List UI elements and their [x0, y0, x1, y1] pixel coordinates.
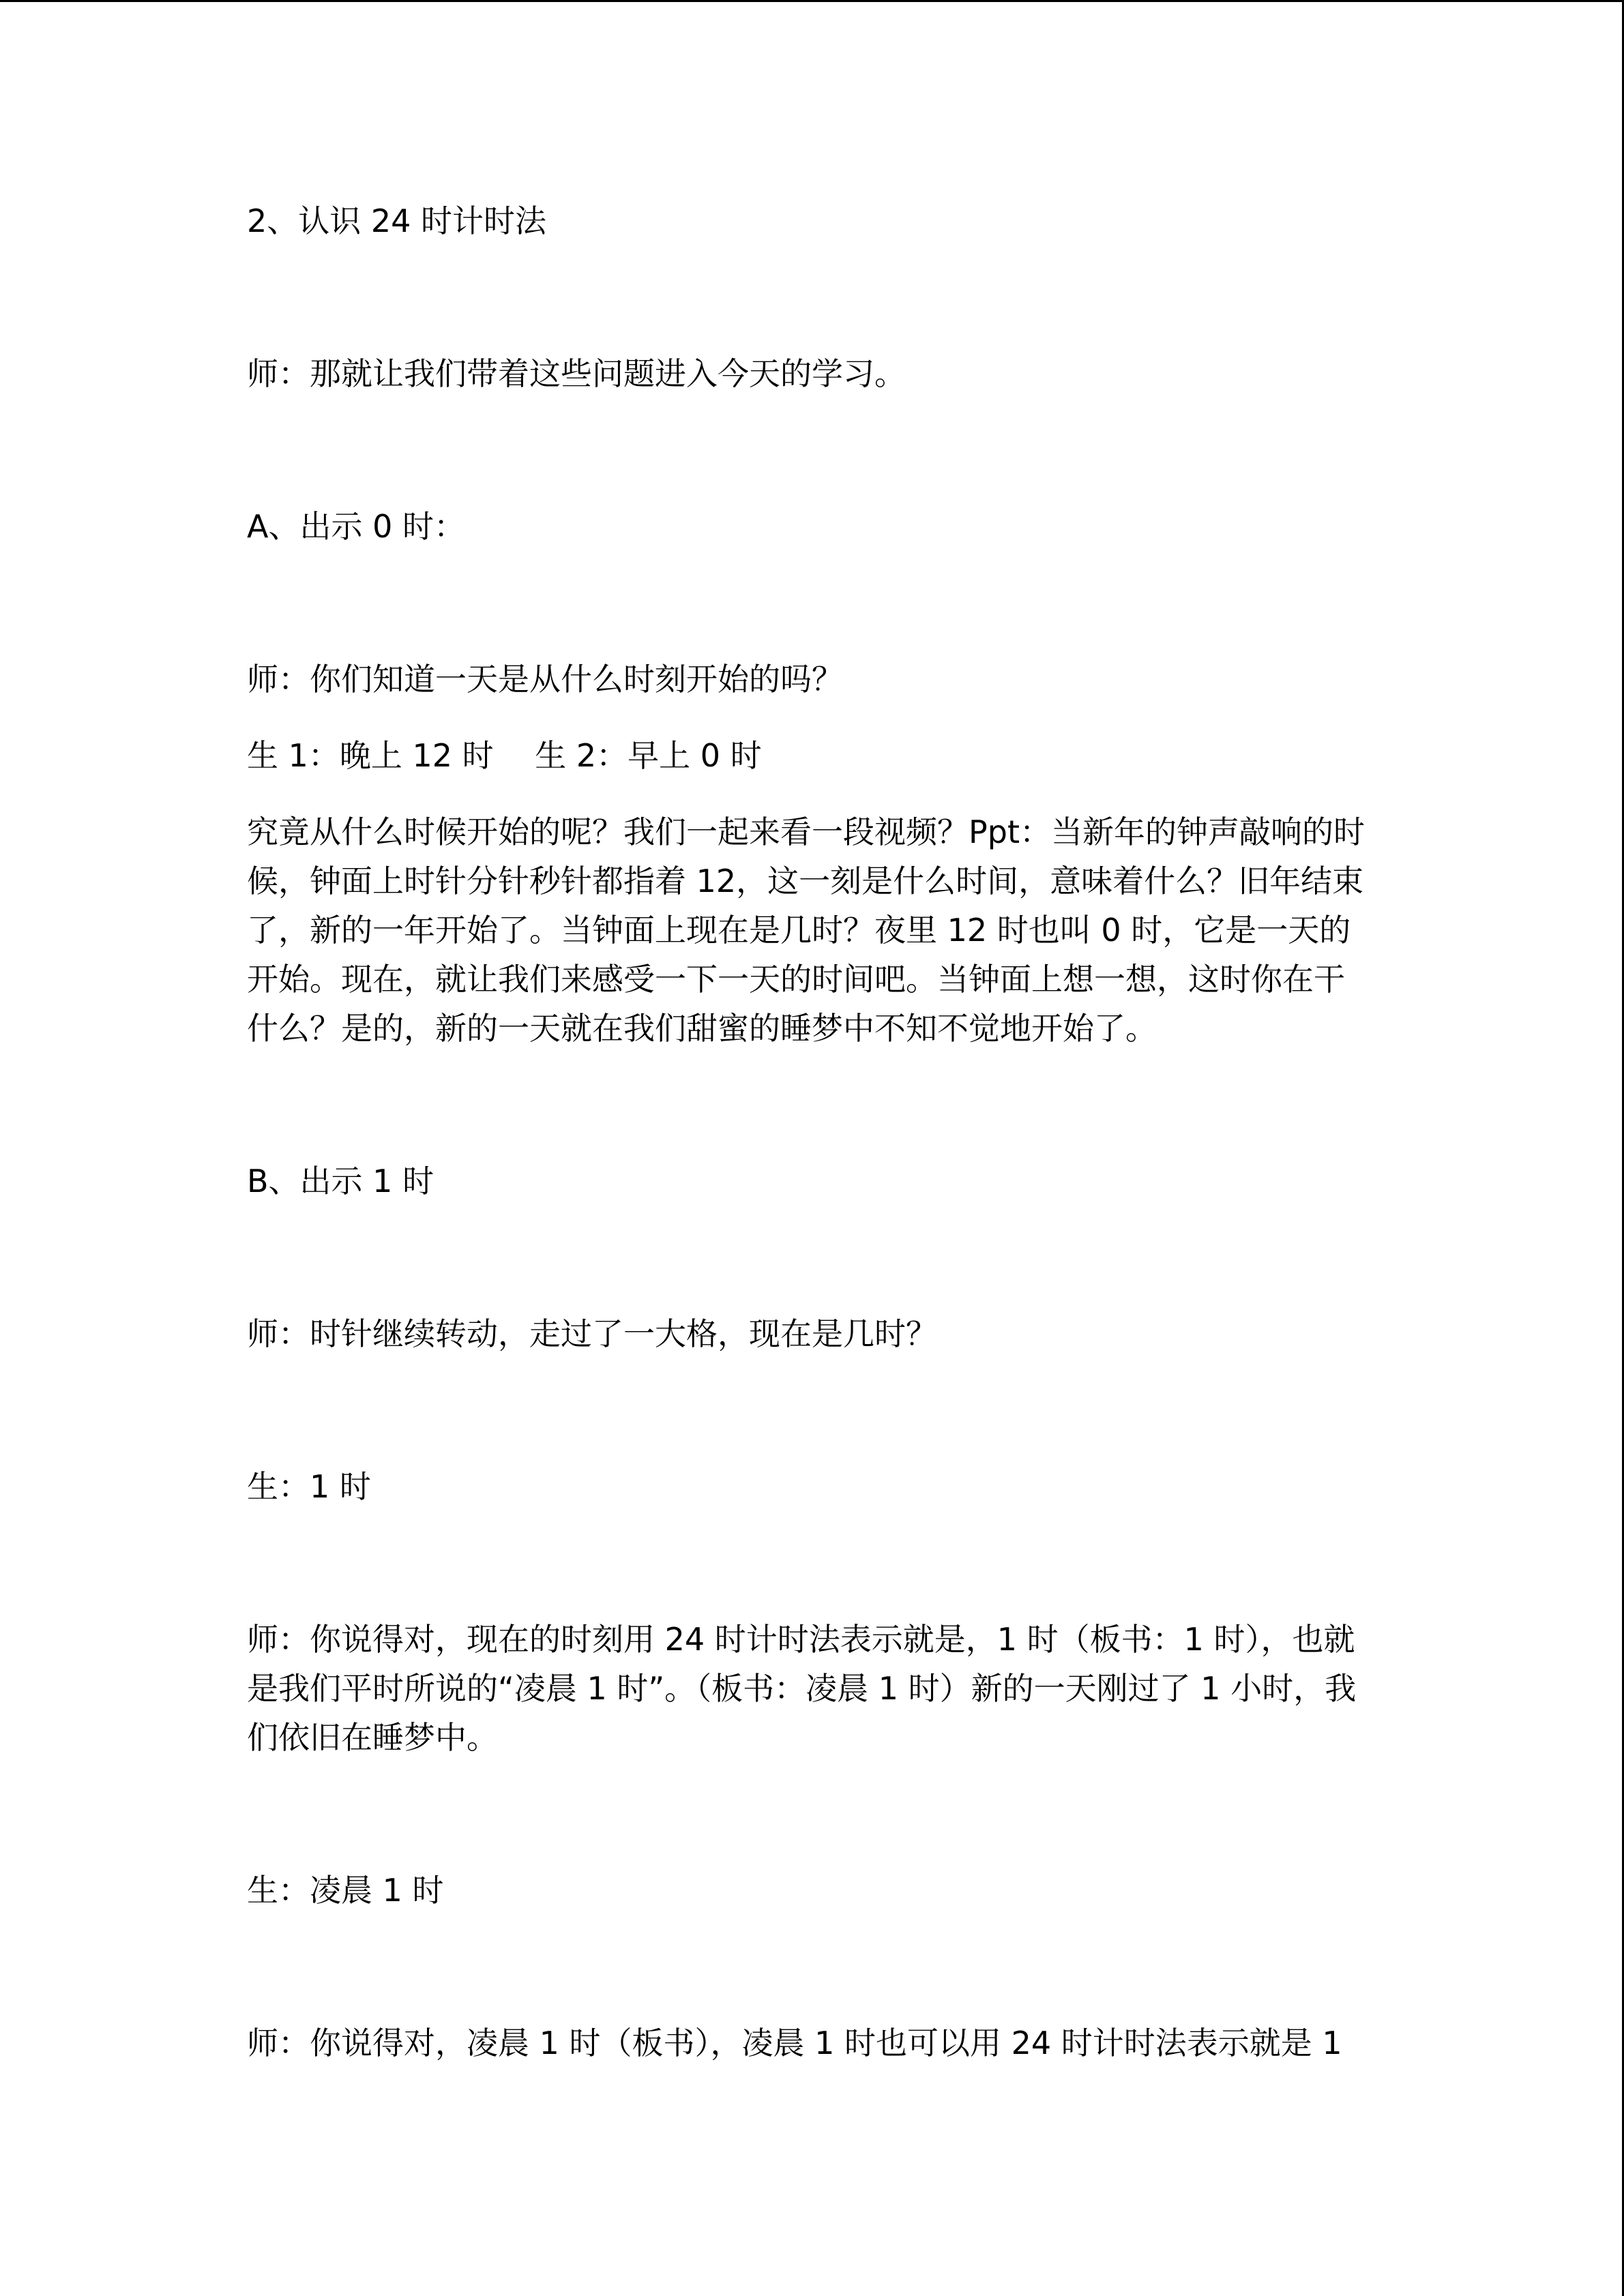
paragraph: 师：你们知道一天是从什么时刻开始的吗？: [247, 661, 843, 698]
section-heading: 2、认识 24 时计时法: [247, 203, 547, 239]
subsection-heading: B、出示 1 时: [247, 1163, 434, 1199]
page-border-top: [0, 0, 1624, 2]
subsection-heading: A、出示 0 时：: [247, 508, 465, 545]
paragraph: 师：你说得对，凌晨 1 时（板书），凌晨 1 时也可以用 24 时计时法表示就是 1: [247, 2025, 1342, 2061]
paragraph: 师：时针继续转动，走过了一大格，现在是几时？: [247, 1315, 937, 1352]
paragraph: 生：凌晨 1 时: [247, 1872, 444, 1909]
paragraph: 生：1 时: [247, 1468, 371, 1505]
paragraph: 师：你说得对，现在的时刻用 24 时计时法表示就是，1 时（板书：1 时），也就是我们平时所说的“凌晨 1 时”。（板书：凌晨 1 时）新的一天刚过了 1 小时，我们依旧在睡梦中。: [247, 1621, 1357, 1756]
paragraph: 究竟从什么时候开始的呢？我们一起来看一段视频？Ppt：当新年的钟声敲响的时候，钟面上时针分针秒针都指着 12，这一刻是什么时间，意味着什么？旧年结束了，新的一年开始了。当钟面上现在是几时？夜里 12 时也叫 0 时，它是一天的开始。现在，就让我们来感受一下一天的时间吧。当钟面上想一想，这时你在干什么？是的，新的一天就在我们甜蜜的睡梦中不知不觉地开始了。: [247, 814, 1365, 1047]
paragraph: 生 1：晚上 12 时 生 2：早上 0 时: [247, 737, 762, 774]
paragraph: 师：那就让我们带着这些问题进入今天的学习。: [247, 355, 906, 392]
